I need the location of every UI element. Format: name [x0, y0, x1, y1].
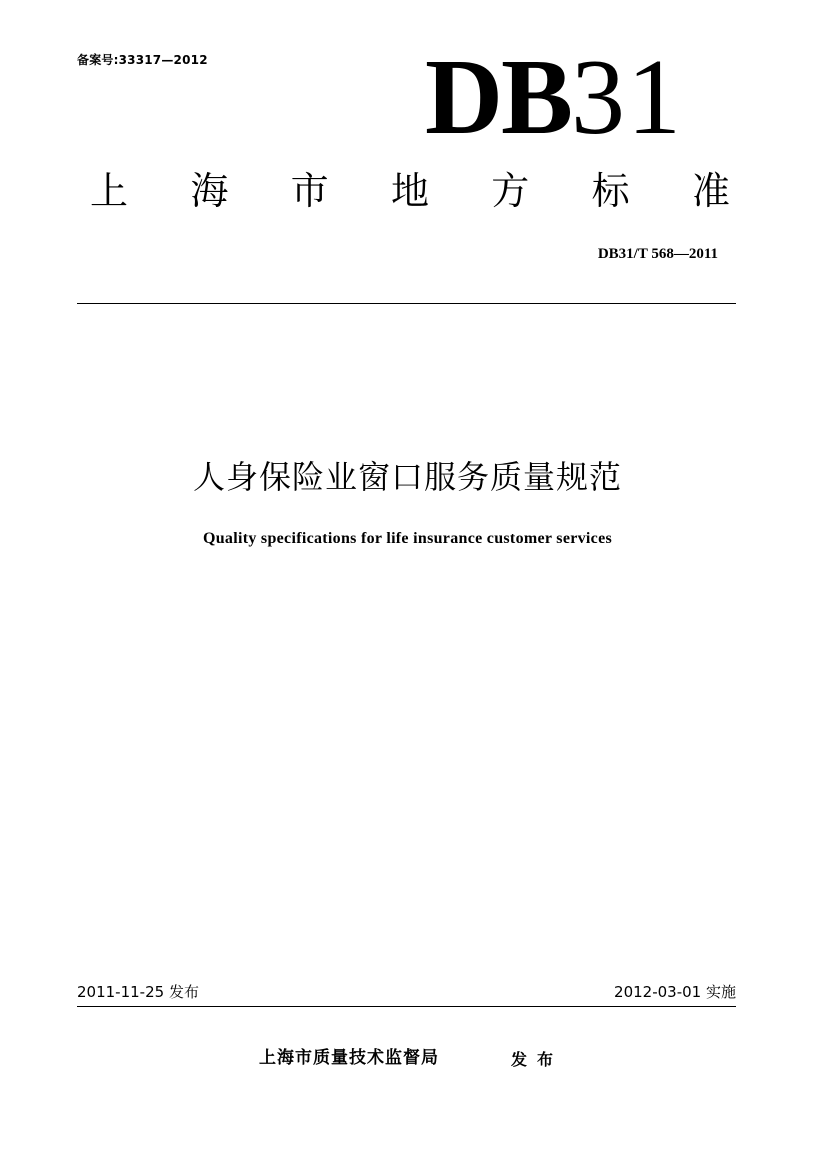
standard-type-char: 市 — [290, 169, 329, 213]
document-title-english: Quality specifications for life insurance customer services — [202, 530, 613, 547]
standard-type-char: 标 — [591, 169, 630, 213]
document-title-chinese: 人身保险业窗口服务质量规范 — [192, 458, 622, 496]
issue-label: 发布 — [511, 1050, 564, 1069]
standard-type-char: 上 — [89, 169, 128, 213]
standard-type-char: 准 — [691, 169, 730, 213]
standard-type-char: 地 — [390, 169, 429, 213]
logo-prefix: DB — [425, 38, 572, 157]
db31-logo — [425, 38, 715, 157]
filing-number: 备案号:33317—2012 — [77, 53, 208, 67]
standard-type-heading — [85, 166, 735, 216]
standard-type-char: 方 — [491, 169, 530, 213]
release-date: 2011-11-25 发布 — [77, 983, 199, 1001]
standard-number: DB31/T 568—2011 — [597, 246, 718, 262]
issuing-authority: 上海市质量技术监督局 — [259, 1048, 439, 1068]
top-divider — [77, 303, 736, 304]
logo-number: 31 — [571, 38, 684, 157]
implementation-date: 2012-03-01 实施 — [614, 983, 736, 1001]
bottom-divider — [77, 1006, 736, 1007]
standard-type-char: 海 — [190, 169, 229, 213]
